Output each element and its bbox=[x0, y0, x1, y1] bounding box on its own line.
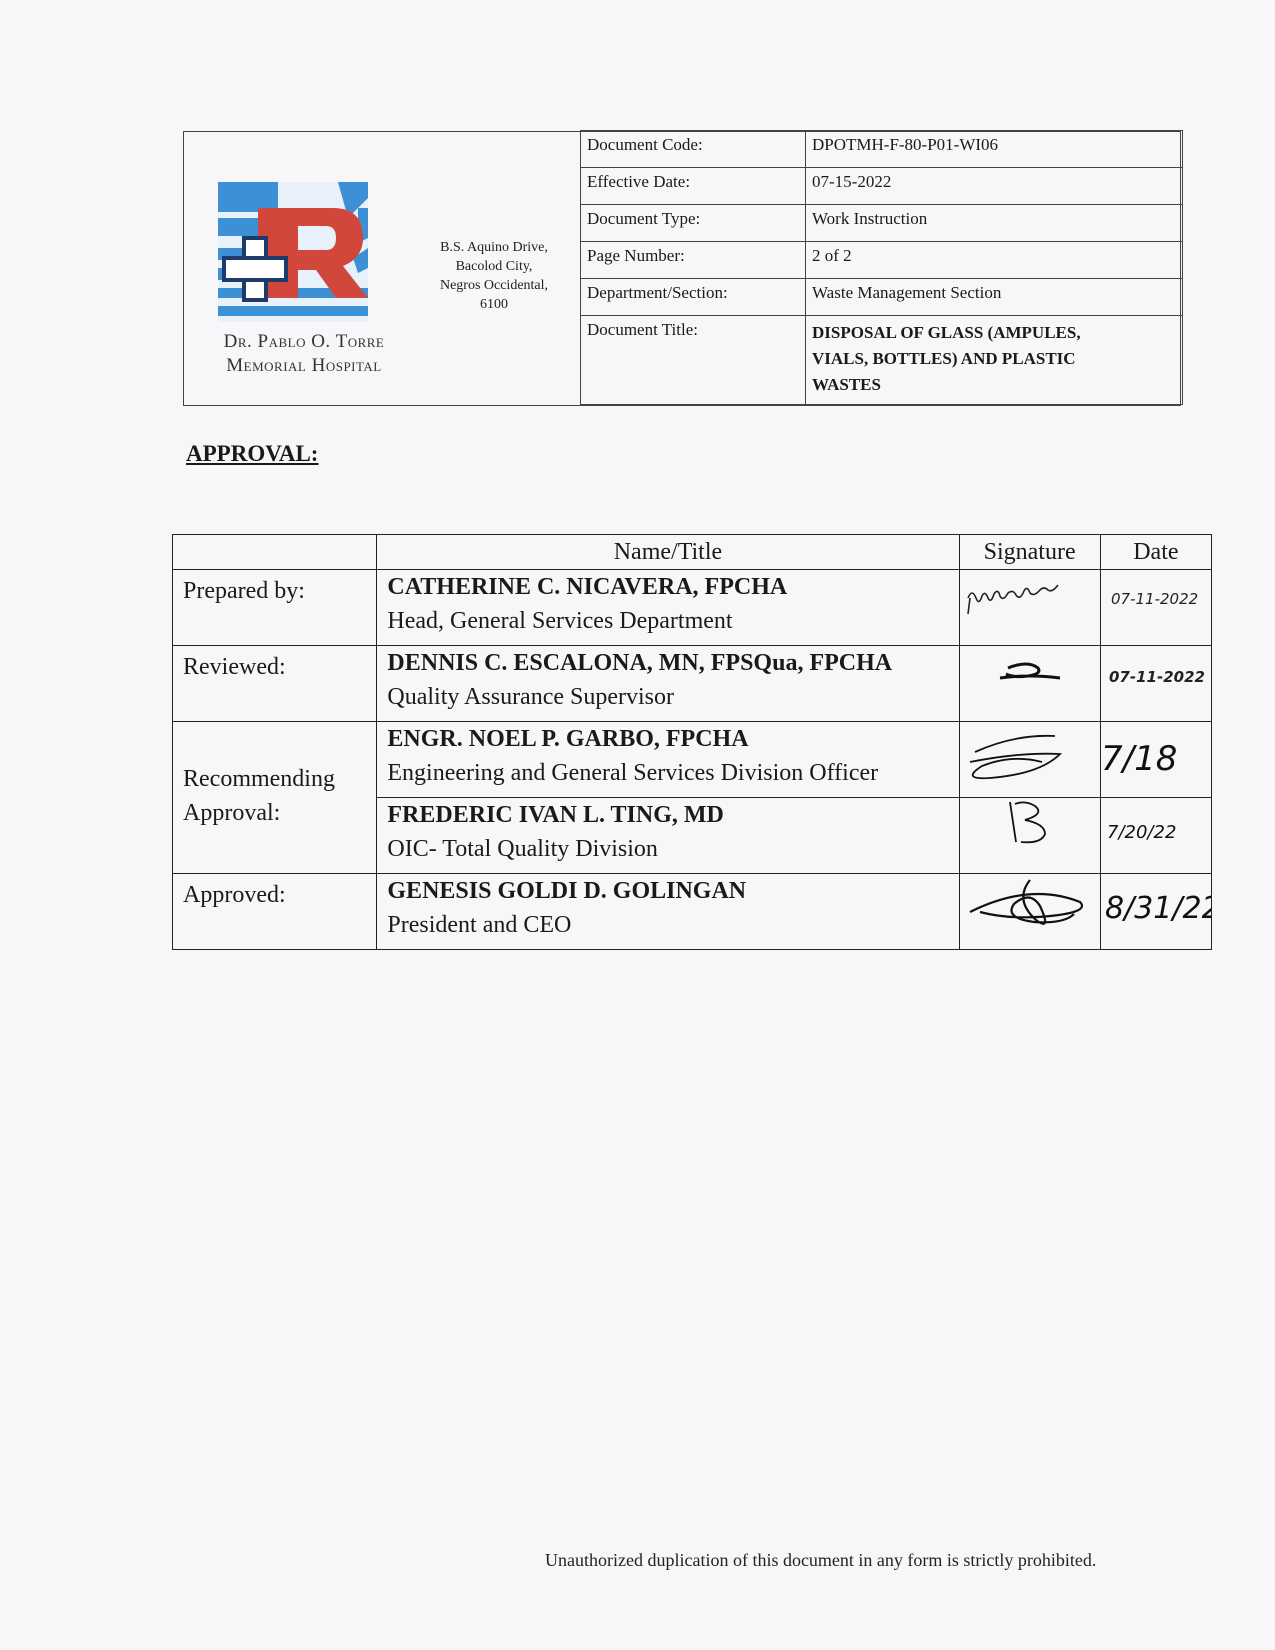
approval-row bbox=[173, 874, 1212, 950]
meta-row bbox=[581, 205, 1183, 242]
document-meta-table bbox=[580, 130, 1183, 405]
footer-notice: Unauthorized duplication of this document in any form is strictly prohibited. bbox=[545, 1550, 1097, 1570]
signatory bbox=[377, 646, 959, 722]
document-title bbox=[806, 316, 1183, 405]
signatory-name: ENGR. NOEL P. GARBO, FPCHA bbox=[387, 726, 749, 752]
signature-cell bbox=[959, 798, 1100, 874]
meta-value: Waste Management Section bbox=[806, 279, 1183, 316]
date-value: 07-11-2022 bbox=[1110, 590, 1198, 608]
signature-cell bbox=[959, 570, 1100, 646]
signatory-name: CATHERINE C. NICAVERA, FPCHA bbox=[387, 574, 788, 600]
header-logo-area bbox=[184, 132, 581, 405]
date-value: 7/20/22 bbox=[1106, 822, 1177, 843]
meta-label: Effective Date: bbox=[581, 168, 806, 205]
signature-icon bbox=[960, 874, 1100, 942]
signatory-title: Quality Assurance Supervisor bbox=[387, 684, 675, 710]
meta-value: DPOTMH-F-80-P01-WI06 bbox=[806, 131, 1183, 168]
signatory-title: Engineering and General Services Division Officer bbox=[387, 760, 879, 786]
meta-row bbox=[581, 168, 1183, 205]
signature-cell bbox=[959, 646, 1100, 722]
date-value: 07-11-2022 bbox=[1108, 668, 1205, 686]
signatory bbox=[377, 570, 959, 646]
hospital-name-line2: Memorial Hospital bbox=[226, 355, 382, 376]
row-label: Prepared by: bbox=[173, 570, 377, 646]
signature-icon bbox=[960, 646, 1100, 714]
document-title-line: DISPOSAL OF GLASS (AMPULES, bbox=[812, 323, 1081, 342]
signature-icon bbox=[960, 798, 1100, 866]
address-line: B.S. Aquino Drive, bbox=[440, 240, 548, 255]
meta-value: 2 of 2 bbox=[806, 242, 1183, 279]
address-line: Bacolod City, bbox=[455, 259, 533, 274]
meta-label: Document Type: bbox=[581, 205, 806, 242]
row-label: Approved: bbox=[173, 874, 377, 950]
approval-table bbox=[172, 534, 1212, 950]
approval-header-row bbox=[173, 535, 1212, 570]
date-cell bbox=[1100, 798, 1211, 874]
signatory bbox=[377, 874, 959, 950]
meta-row bbox=[581, 279, 1183, 316]
date-cell bbox=[1100, 646, 1211, 722]
document-header bbox=[183, 131, 1181, 406]
signatory-title: OIC- Total Quality Division bbox=[387, 836, 658, 862]
address-line: 6100 bbox=[480, 297, 508, 312]
column-header: Name/Title bbox=[377, 535, 959, 570]
hospital-name bbox=[184, 330, 424, 378]
row-label bbox=[173, 722, 377, 874]
signatory-title: Head, General Services Department bbox=[387, 608, 733, 634]
handwritten-date bbox=[1101, 874, 1211, 942]
signatory bbox=[377, 722, 959, 798]
document-title-line: VIALS, BOTTLES) AND PLASTIC bbox=[812, 349, 1076, 368]
approval-heading: APPROVAL: bbox=[186, 441, 319, 466]
signature-cell bbox=[959, 722, 1100, 798]
hospital-address bbox=[414, 238, 574, 314]
column-header bbox=[173, 535, 377, 570]
handwritten-date bbox=[1101, 646, 1211, 714]
row-label-line: Approval: bbox=[183, 800, 281, 826]
meta-row bbox=[581, 131, 1183, 168]
date-value: 7/18 bbox=[1100, 739, 1178, 779]
handwritten-date bbox=[1101, 722, 1211, 790]
signatory bbox=[377, 798, 959, 874]
signatory-name: FREDERIC IVAN L. TING, MD bbox=[387, 802, 724, 828]
handwritten-date bbox=[1101, 570, 1211, 638]
date-cell bbox=[1100, 570, 1211, 646]
handwritten-date bbox=[1101, 798, 1211, 866]
approval-row bbox=[173, 722, 1212, 798]
date-value: 8/31/22 bbox=[1104, 891, 1211, 926]
approval-row bbox=[173, 570, 1212, 646]
signature-cell bbox=[959, 874, 1100, 950]
meta-value: 07-15-2022 bbox=[806, 168, 1183, 205]
row-label: Reviewed: bbox=[173, 646, 377, 722]
approval-row bbox=[173, 646, 1212, 722]
address-line: Negros Occidental, bbox=[439, 278, 549, 293]
signatory-name: GENESIS GOLDI D. GOLINGAN bbox=[387, 878, 747, 904]
hospital-logo-icon bbox=[218, 178, 378, 328]
meta-label: Page Number: bbox=[581, 242, 806, 279]
row-label-line: Recommending bbox=[183, 766, 335, 792]
signatory-name: DENNIS C. ESCALONA, MN, FPSQua, FPCHA bbox=[387, 650, 893, 676]
meta-row bbox=[581, 242, 1183, 279]
date-cell bbox=[1100, 874, 1211, 950]
meta-value: Work Instruction bbox=[806, 205, 1183, 242]
signature-icon bbox=[960, 722, 1100, 790]
meta-row-title bbox=[581, 316, 1183, 405]
signature-icon bbox=[960, 570, 1100, 638]
meta-label: Department/Section: bbox=[581, 279, 806, 316]
date-cell bbox=[1100, 722, 1211, 798]
column-header: Signature bbox=[959, 535, 1100, 570]
hospital-name-line1: Dr. Pablo O. Torre bbox=[223, 331, 385, 352]
signatory-title: President and CEO bbox=[387, 912, 572, 938]
meta-label: Document Title: bbox=[581, 316, 806, 405]
meta-label: Document Code: bbox=[581, 131, 806, 168]
document-title-line: WASTES bbox=[812, 375, 881, 394]
column-header: Date bbox=[1100, 535, 1211, 570]
